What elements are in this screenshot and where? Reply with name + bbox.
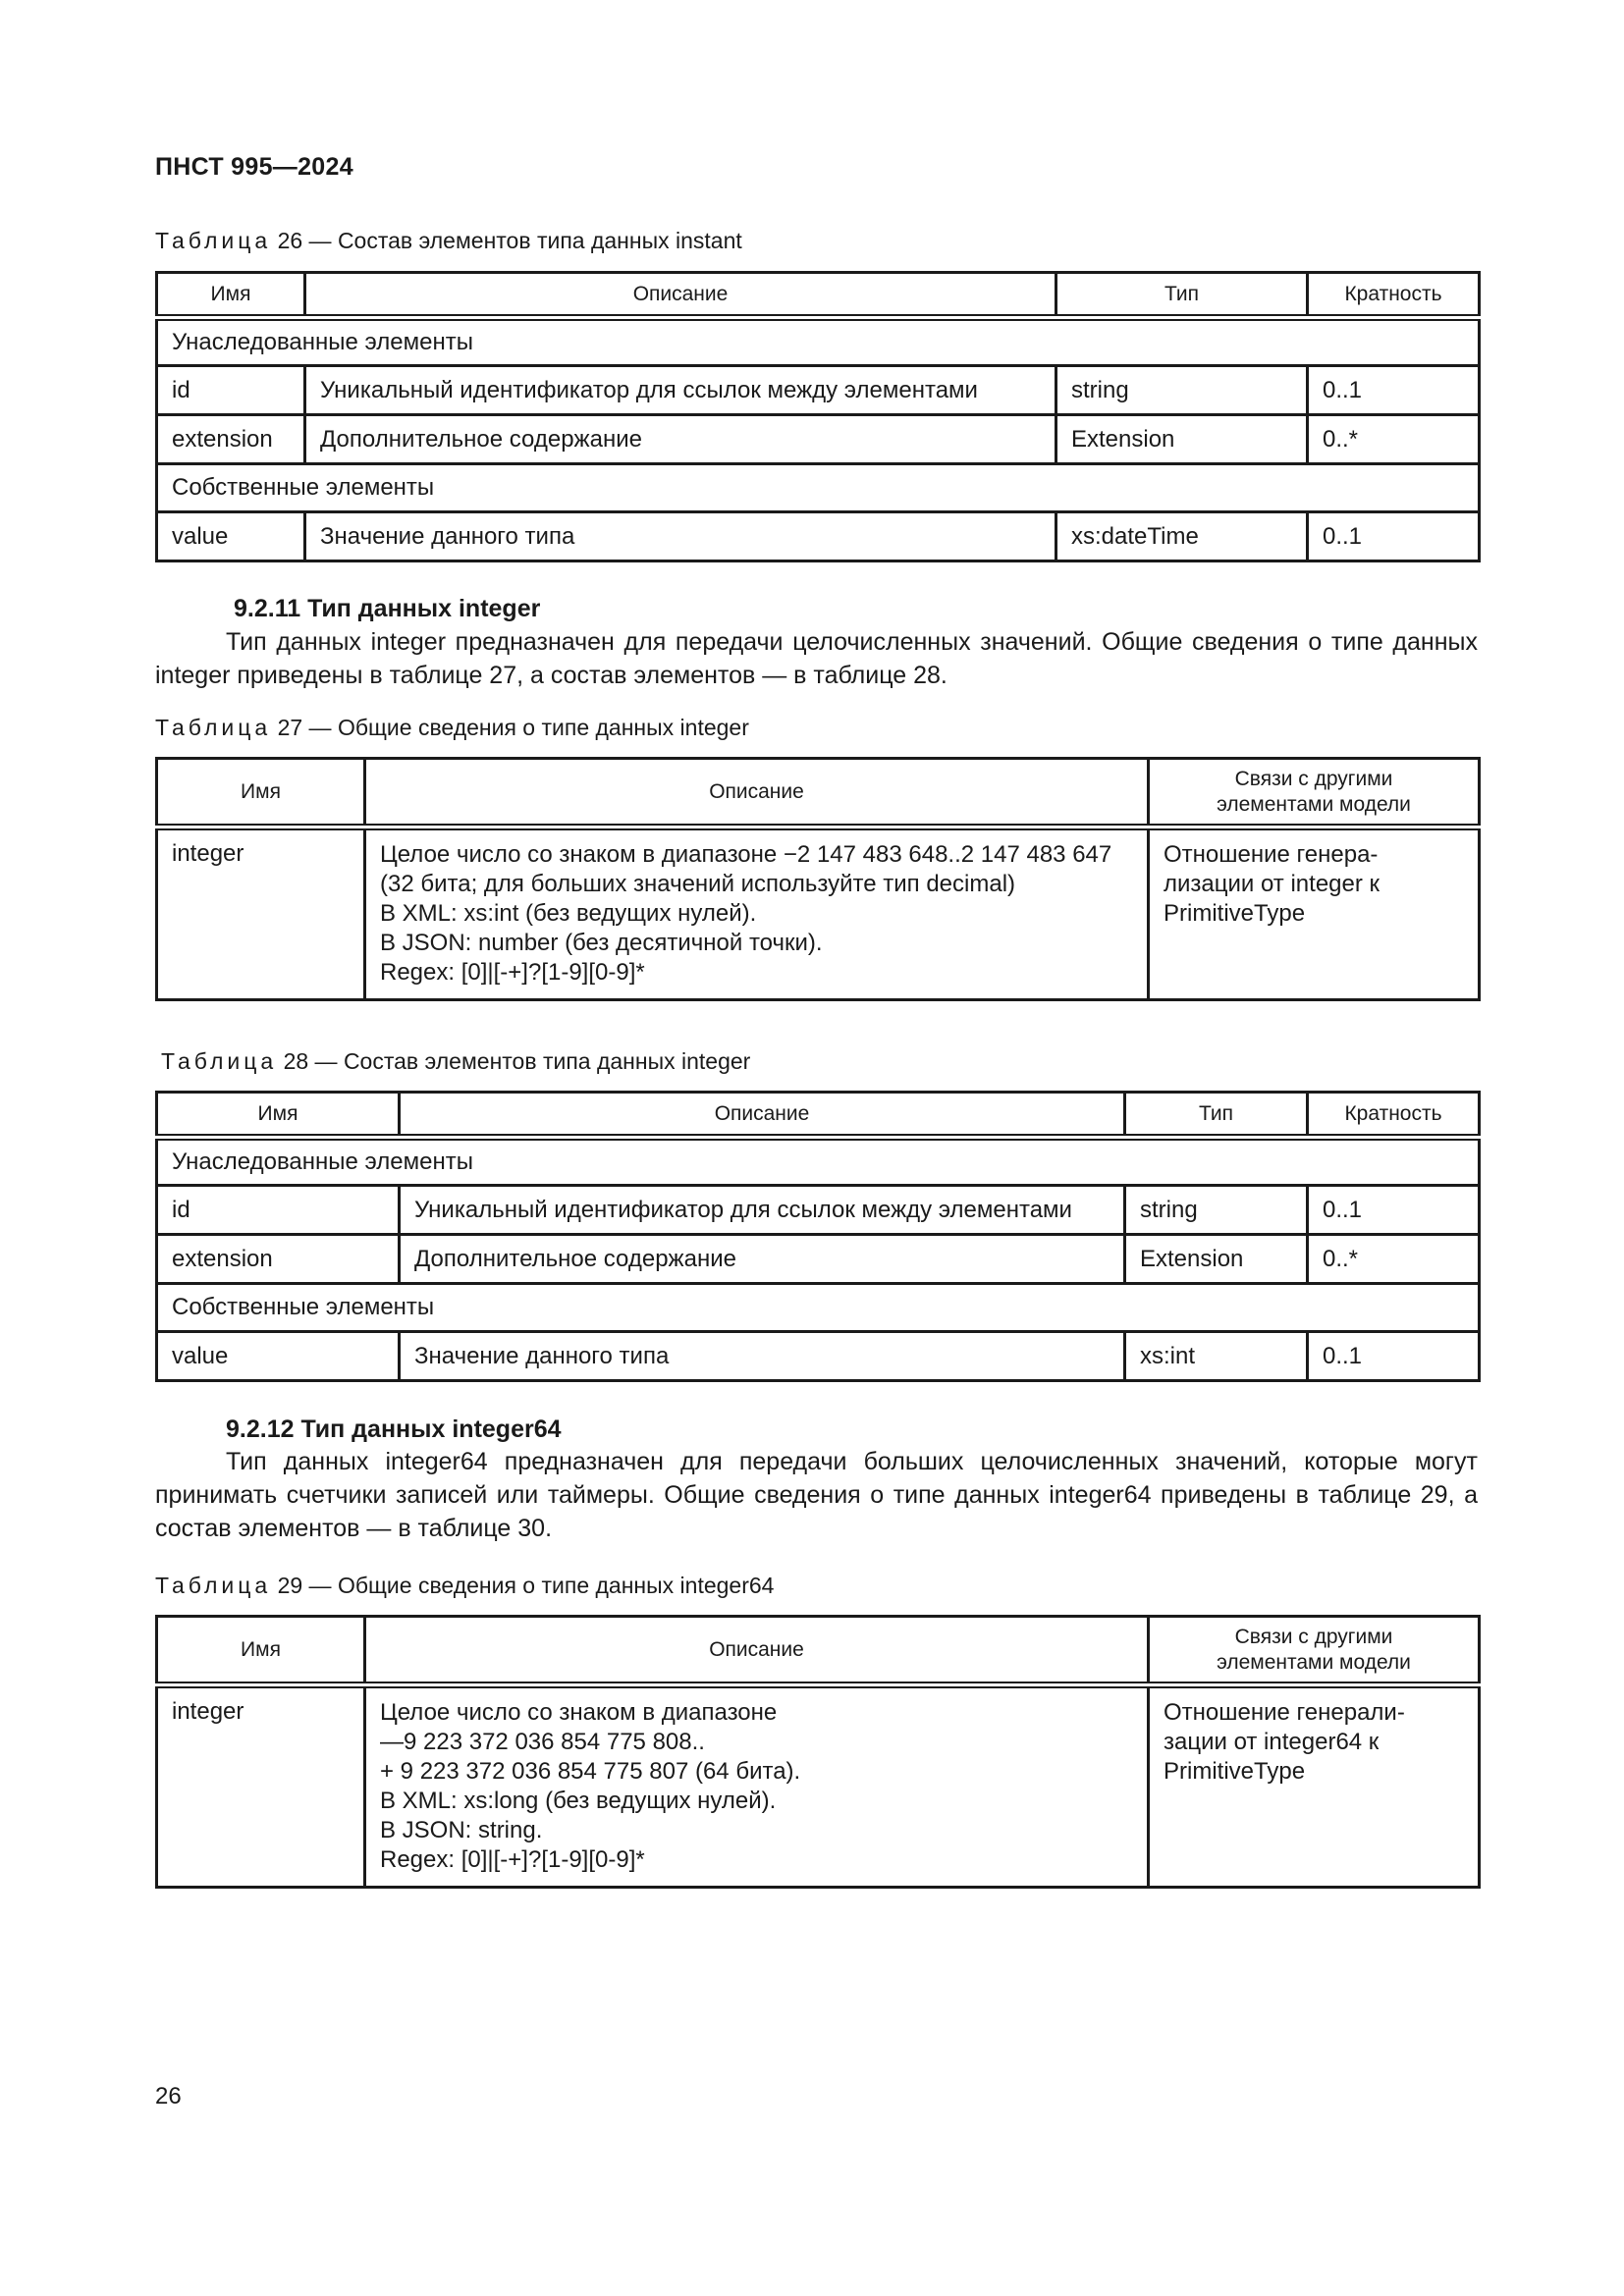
- cell-name: integer: [157, 1685, 365, 1888]
- header-line: элементами модели: [1217, 1650, 1411, 1674]
- paragraph-text: Тип данных integer64 предназначен для передачи больших целочисленных значений, которые могут принимать счетчики записей или таймеры. Общие сведения о типе данных integer64 приведены в таблице 29, а состав элементов — в таблице 30.: [155, 1448, 1478, 1542]
- cell-name: id: [157, 366, 305, 415]
- table-header-row: [157, 273, 1480, 318]
- table-row: [157, 1186, 1480, 1235]
- header-line: Связи с другими: [1234, 1625, 1393, 1648]
- col-header-name: Имя: [157, 759, 365, 828]
- table-row: [157, 415, 1480, 464]
- cell-relations: [1149, 828, 1480, 1000]
- description-line: В JSON: string.: [380, 1817, 543, 1843]
- cell-type: Extension: [1125, 1235, 1308, 1284]
- cell-cardinality: 0..1: [1308, 1332, 1480, 1381]
- table-27-caption: [155, 715, 749, 741]
- paragraph-text: Тип данных integer предназначен для передачи целочисленных значений. Общие сведения о типе данных integer приведены в таблице 27, а состав элементов — в таблице 28.: [155, 628, 1478, 689]
- relation-line: зации от integer64 к: [1164, 1729, 1380, 1755]
- description-line: —9 223 372 036 854 775 808..: [380, 1729, 705, 1755]
- cell-relations: [1149, 1685, 1480, 1888]
- table-row: [157, 512, 1480, 561]
- col-header-cardinality: Кратность: [1308, 1093, 1480, 1138]
- caption-text: 26 — Состав элементов типа данных instant: [271, 228, 742, 253]
- cell-name: value: [157, 1332, 400, 1381]
- description-line: (32 бита; для больших значений используйте тип decimal): [380, 871, 1016, 897]
- section-9-2-12-title: 9.2.12 Тип данных integer64: [226, 1415, 562, 1443]
- table-row: [157, 1685, 1480, 1888]
- relation-line: PrimitiveType: [1164, 900, 1306, 927]
- group-own: Собственные элементы: [157, 1284, 1480, 1332]
- table-29-caption: [155, 1573, 774, 1599]
- col-header-description: Описание: [365, 759, 1149, 828]
- section-9-2-12-paragraph: [155, 1445, 1478, 1545]
- table-row: [157, 1332, 1480, 1381]
- description-line: В XML: xs:long (без ведущих нулей).: [380, 1788, 777, 1814]
- cell-description: Уникальный идентификатор для ссылок между элементами: [305, 366, 1056, 415]
- col-header-relations: [1149, 759, 1480, 828]
- section-9-2-11-paragraph: [155, 625, 1478, 692]
- cell-name: extension: [157, 1235, 400, 1284]
- col-header-name: Имя: [157, 273, 305, 318]
- col-header-relations: [1149, 1617, 1480, 1685]
- table-row: [157, 828, 1480, 1000]
- cell-name: integer: [157, 828, 365, 1000]
- cell-name: extension: [157, 415, 305, 464]
- group-row: [157, 464, 1480, 512]
- description-line: + 9 223 372 036 854 775 807 (64 бита).: [380, 1758, 801, 1785]
- header-line: Связи с другими: [1234, 767, 1393, 790]
- table-27: [155, 757, 1481, 1001]
- caption-word: Таблица: [155, 228, 272, 253]
- document-header: ПНСТ 995—2024: [155, 153, 353, 181]
- col-header-description: Описание: [400, 1093, 1125, 1138]
- cell-name: value: [157, 512, 305, 561]
- cell-cardinality: 0..*: [1308, 1235, 1480, 1284]
- cell-description: Значение данного типа: [400, 1332, 1125, 1381]
- caption-text: 28 — Состав элементов типа данных integer: [277, 1048, 751, 1074]
- col-header-type: Тип: [1056, 273, 1308, 318]
- table-row: [157, 1235, 1480, 1284]
- cell-description: Дополнительное содержание: [305, 415, 1056, 464]
- page-number: 26: [155, 2083, 182, 2109]
- description-line: В XML: xs:int (без ведущих нулей).: [380, 900, 757, 927]
- cell-cardinality: 0..1: [1308, 512, 1480, 561]
- col-header-description: Описание: [365, 1617, 1149, 1685]
- group-row: [157, 1284, 1480, 1332]
- group-inherited: Унаследованные элементы: [157, 1138, 1480, 1186]
- relation-line: лизации от integer к: [1164, 871, 1380, 897]
- relation-line: Отношение генера-: [1164, 841, 1379, 868]
- table-29: [155, 1615, 1481, 1889]
- col-header-name: Имя: [157, 1093, 400, 1138]
- caption-text: 27 — Общие сведения о типе данных integer: [271, 715, 749, 740]
- group-row: [157, 1138, 1480, 1186]
- col-header-type: Тип: [1125, 1093, 1308, 1138]
- description-line: Целое число со знаком в диапазоне: [380, 1699, 778, 1726]
- caption-word: Таблица: [161, 1048, 278, 1074]
- relation-line: Отношение генерали-: [1164, 1699, 1405, 1726]
- description-line: В JSON: number (без десятичной точки).: [380, 930, 823, 956]
- relation-line: PrimitiveType: [1164, 1758, 1306, 1785]
- table-28: [155, 1091, 1481, 1382]
- col-header-cardinality: Кратность: [1308, 273, 1480, 318]
- section-9-2-11-title: 9.2.11 Тип данных integer: [234, 595, 541, 622]
- table-header-row: [157, 1093, 1480, 1138]
- cell-description: Дополнительное содержание: [400, 1235, 1125, 1284]
- description-line: Regex: [0]|[-+]?[1-9][0-9]*: [380, 959, 645, 986]
- cell-type: string: [1125, 1186, 1308, 1235]
- caption-word: Таблица: [155, 1573, 272, 1598]
- group-row: [157, 318, 1480, 366]
- caption-word: Таблица: [155, 715, 272, 740]
- table-28-caption: [161, 1048, 750, 1075]
- description-line: Целое число со знаком в диапазоне −2 147 483 648..2 147 483 647: [380, 841, 1112, 868]
- cell-type: xs:int: [1125, 1332, 1308, 1381]
- header-line: элементами модели: [1217, 792, 1411, 816]
- group-own: Собственные элементы: [157, 464, 1480, 512]
- col-header-name: Имя: [157, 1617, 365, 1685]
- cell-cardinality: 0..1: [1308, 366, 1480, 415]
- table-header-row: [157, 1617, 1480, 1685]
- cell-type: xs:dateTime: [1056, 512, 1308, 561]
- cell-type: Extension: [1056, 415, 1308, 464]
- table-26-caption: [155, 228, 742, 254]
- group-inherited: Унаследованные элементы: [157, 318, 1480, 366]
- cell-description: Уникальный идентификатор для ссылок между элементами: [400, 1186, 1125, 1235]
- cell-cardinality: 0..*: [1308, 415, 1480, 464]
- table-header-row: [157, 759, 1480, 828]
- table-26: [155, 271, 1481, 562]
- cell-cardinality: 0..1: [1308, 1186, 1480, 1235]
- col-header-description: Описание: [305, 273, 1056, 318]
- cell-name: id: [157, 1186, 400, 1235]
- cell-type: string: [1056, 366, 1308, 415]
- cell-description: Значение данного типа: [305, 512, 1056, 561]
- table-row: [157, 366, 1480, 415]
- cell-description: [365, 828, 1149, 1000]
- cell-description: [365, 1685, 1149, 1888]
- description-line: Regex: [0]|[-+]?[1-9][0-9]*: [380, 1846, 645, 1873]
- caption-text: 29 — Общие сведения о типе данных integer64: [271, 1573, 775, 1598]
